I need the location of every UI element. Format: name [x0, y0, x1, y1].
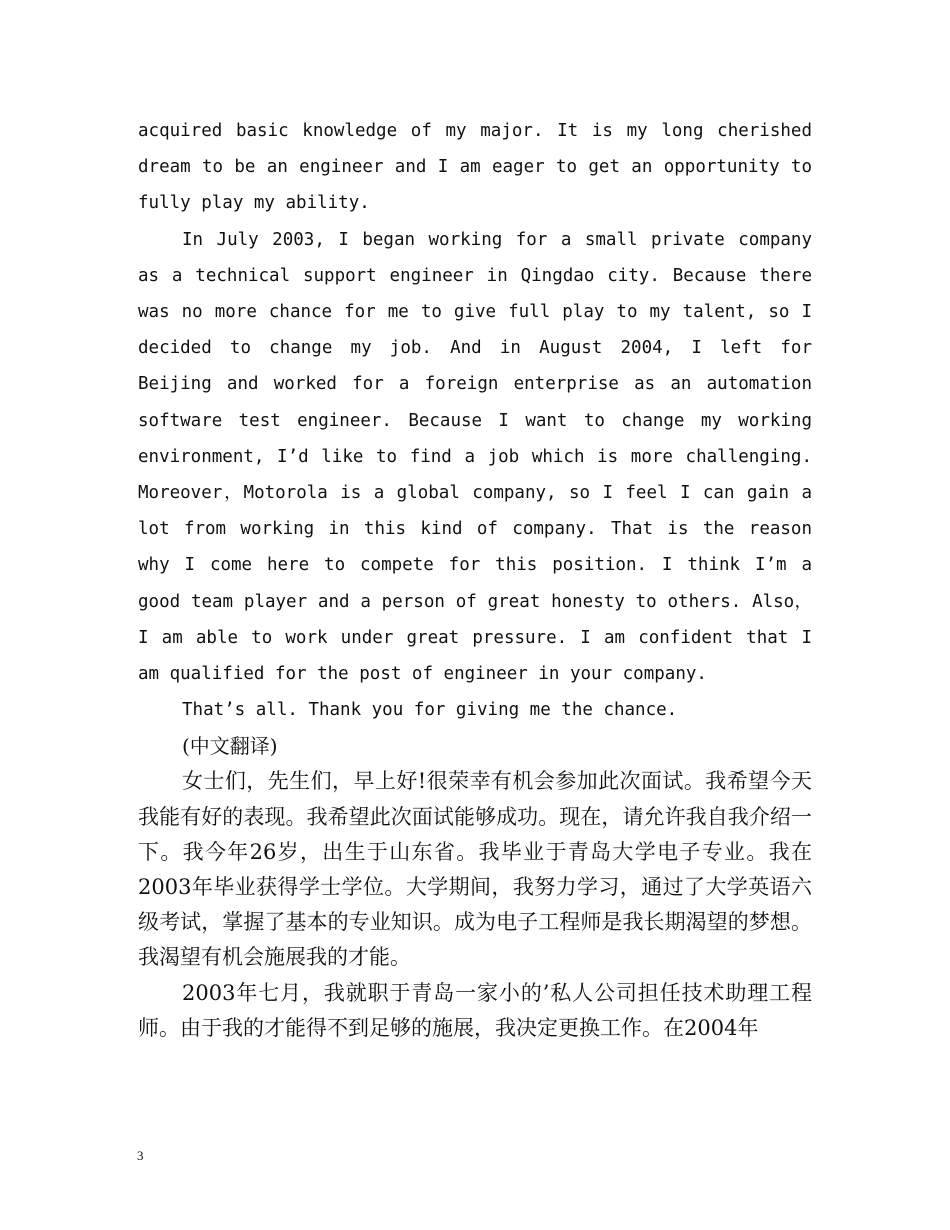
- paragraph-en-1: acquired basic knowledge of my major. It is my long cherished dream to be an engineer and I am eager to get an opportunity to fully play my ability.: [138, 121, 812, 214]
- document-body: [138, 113, 812, 1046]
- translation-label: (中文翻译): [182, 734, 278, 759]
- paragraph-en-2: In July 2003, I began working for a small private company as a technical support engineer in Qingdao city. Because there was no more chance for me to give full play to my talent, so I decided to change my job. And in August 2004, I left for Beijing and worked for a foreign enterprise as an automation software test engineer. Because I want to change my working environment, I’d like to find a job which is more challenging. Moreover，Motorola is a global company, so I feel I can gain a lot from working in this kind of company. That is the reason why I come here to compete for this position. I think I’m a good team player and a person of great honesty to others. Also，I am able to work under great pressure. I am confident that I am qualified for the post of engineer in your company.: [138, 229, 812, 685]
- paragraph-zh-1: 女士们，先生们，早上好!很荣幸有机会参加此次面试。我希望今天我能有好的表现。我希望此次面试能够成功。现在，请允许我自我介绍一下。我今年26岁，出生于山东省。我毕业于青岛大学电子专业。我在2003年毕业获得学士学位。大学期间，我努力学习，通过了大学英语六级考试，掌握了基本的专业知识。成为电子工程师是我长期渴望的梦想。我渴望有机会施展我的才能。: [138, 769, 812, 970]
- page-number: 3: [137, 1148, 144, 1163]
- paragraph-en-3: That’s all. Thank you for giving me the chance.: [182, 700, 678, 721]
- paragraph-zh-2: 2003年七月，我就职于青岛一家小的’私人公司担任技术助理工程师。由于我的才能得不到足够的施展，我决定更换工作。在2004年: [138, 980, 812, 1040]
